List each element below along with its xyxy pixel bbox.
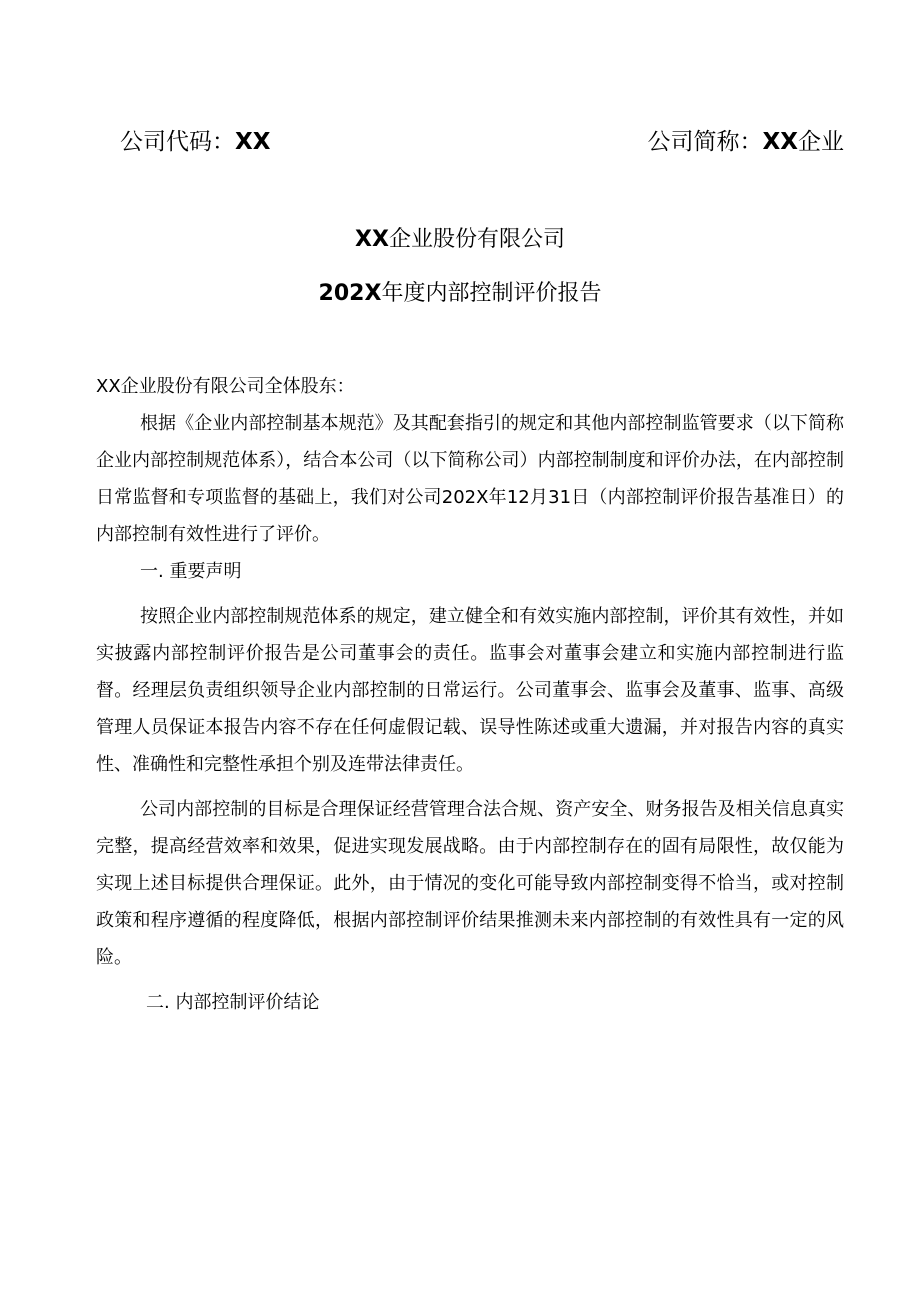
company-code-value: XX xyxy=(235,129,271,155)
title-report-text: 年度内部控制评价报告 xyxy=(381,281,602,306)
title-company-suffix: 企业股份有限公司 xyxy=(388,227,565,252)
company-abbr-value-cjk: 企业 xyxy=(798,129,844,155)
salutation: XX企业股份有限公司全体股东： xyxy=(96,376,355,397)
report-title xyxy=(0,222,920,330)
company-code xyxy=(120,124,270,160)
intro-paragraph: 根据《企业内部控制基本规范》及其配套指引的规定和其他内部控制监管要求（以下简称企业内部控制规范体系），结合本公司（以下简称公司）内部控制制度和评价办法，在内部控制日常监督和专项监督的基础上，我们对公司202X年12月31日（内部控制评价报告基准日）的内部控制有效性进行了评价。 xyxy=(96,413,844,545)
company-code-label: 公司代码： xyxy=(120,129,235,155)
title-report-name xyxy=(0,276,920,312)
title-report-year: 202X xyxy=(318,281,382,306)
section1-heading: 一. 重要声明 xyxy=(140,561,242,582)
report-body xyxy=(96,368,844,1021)
company-abbr-value-latin: XX xyxy=(762,129,798,155)
section1-paragraph-1: 按照企业内部控制规范体系的规定，建立健全和有效实施内部控制，评价其有效性，并如实披露内部控制评价报告是公司董事会的责任。监事会对董事会建立和实施内部控制进行监督。经理层负责组织领导企业内部控制的日常运行。公司董事会、监事会及董事、监事、高级管理人员保证本报告内容不存在任何虚假记载、误导性陈述或重大遗漏，并对报告内容的真实性、准确性和完整性承担个别及连带法律责任。 xyxy=(96,606,844,775)
section1-paragraph-2: 公司内部控制的目标是合理保证经营管理合法合规、资产安全、财务报告及相关信息真实完整，提高经营效率和效果，促进实现发展战略。由于内部控制存在的固有局限性，故仅能为实现上述目标提供合理保证。此外，由于情况的变化可能导致内部控制变得不恰当，或对控制政策和程序遵循的程度降低，根据内部控制评价结果推测未来内部控制的有效性具有一定的风险。 xyxy=(96,799,844,968)
company-abbr-label: 公司简称： xyxy=(647,129,763,155)
section2-heading: 二. 内部控制评价结论 xyxy=(146,992,320,1013)
document-header xyxy=(120,124,844,160)
company-abbreviation xyxy=(648,124,844,160)
title-company-prefix: XX xyxy=(355,227,389,252)
title-company-name xyxy=(0,222,920,258)
